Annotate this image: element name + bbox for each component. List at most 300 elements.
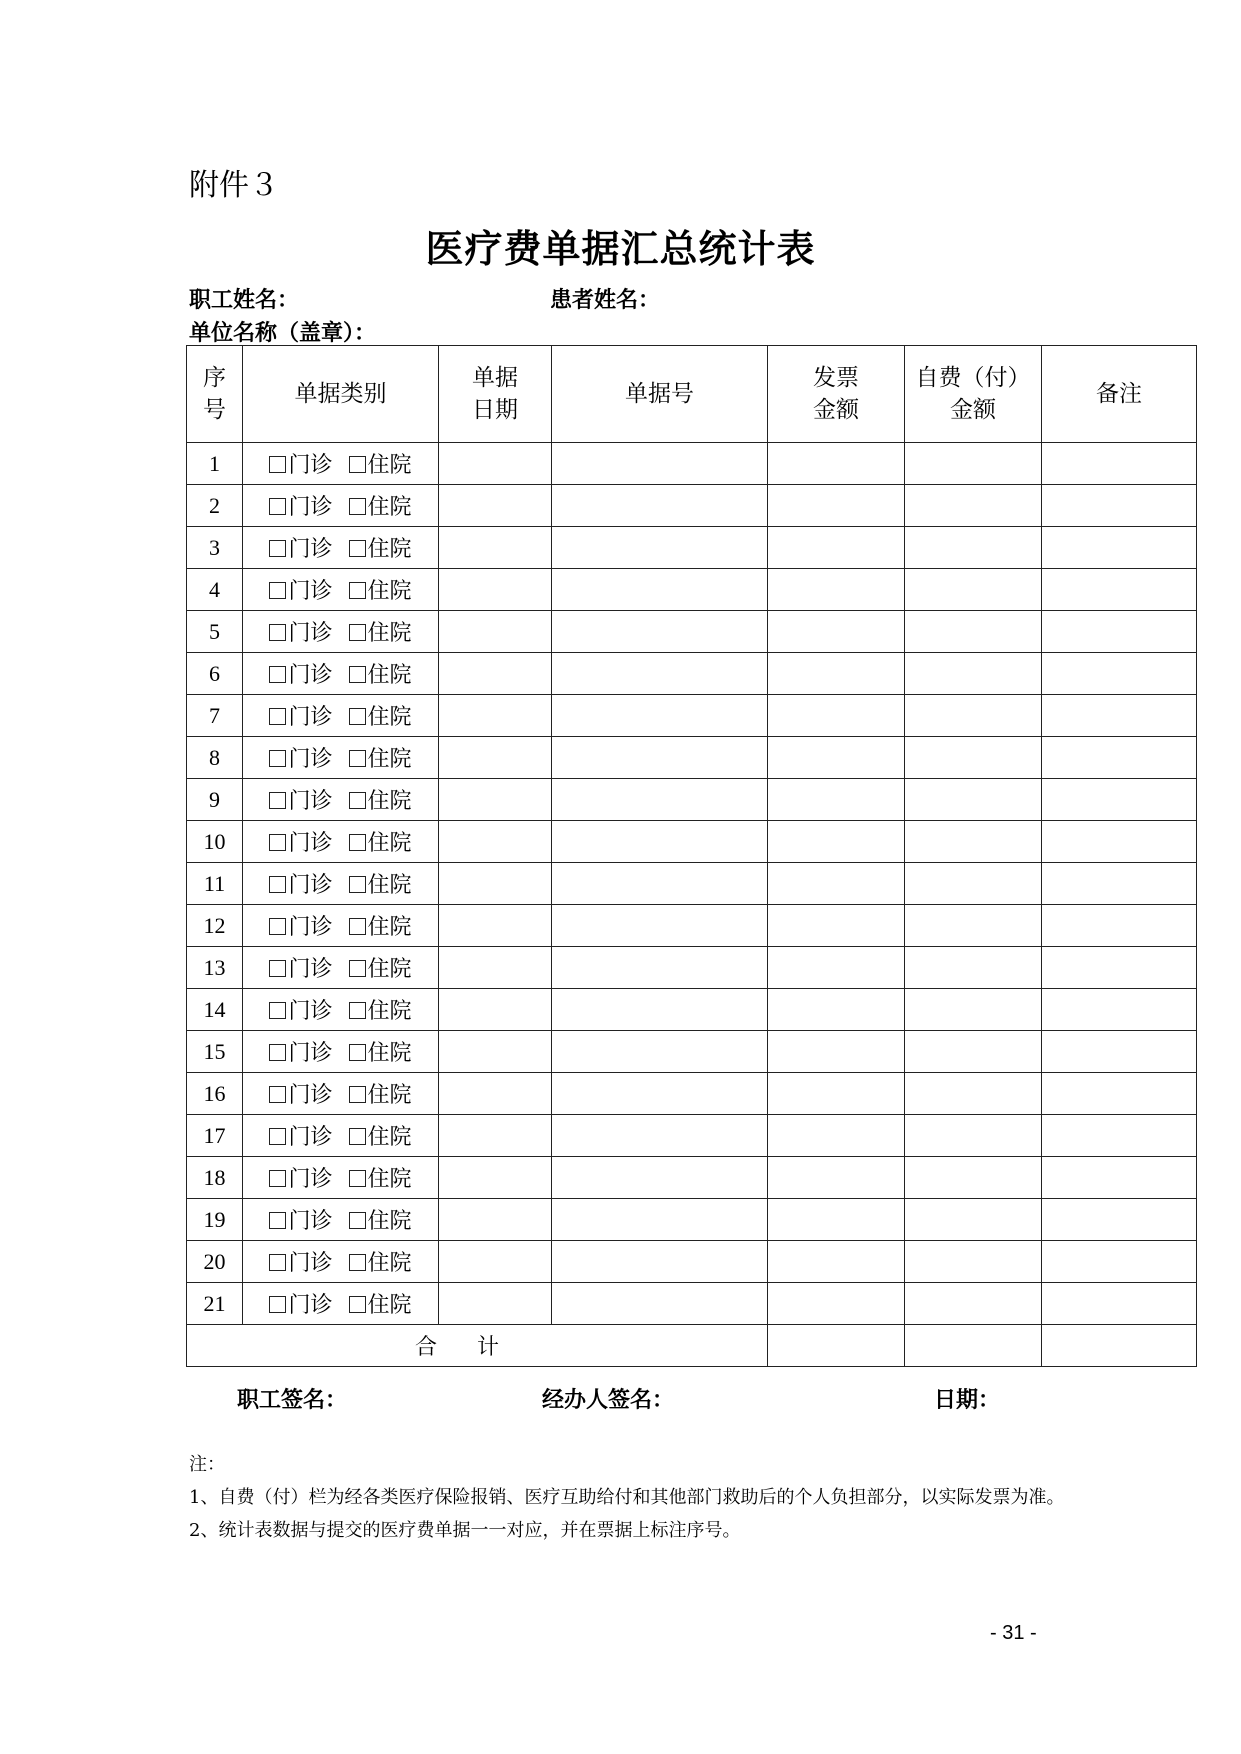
- bill-number-cell[interactable]: [552, 653, 768, 695]
- bill-type-cell: [243, 1241, 439, 1283]
- outpatient-checkbox[interactable]: [269, 876, 286, 893]
- self-pay-amount-cell[interactable]: [905, 1157, 1042, 1199]
- bill-type-cell: [243, 905, 439, 947]
- remark-cell[interactable]: [1042, 1157, 1197, 1199]
- inpatient-option[interactable]: [349, 952, 412, 983]
- outpatient-label: 门诊: [288, 1083, 333, 1108]
- total-label: 合计: [187, 1325, 768, 1367]
- inpatient-checkbox[interactable]: [349, 876, 366, 893]
- outpatient-option[interactable]: [269, 490, 332, 521]
- outpatient-option[interactable]: [269, 994, 332, 1025]
- bill-type-cell: [243, 1283, 439, 1325]
- inpatient-checkbox[interactable]: [349, 624, 366, 641]
- bill-number-cell[interactable]: [552, 863, 768, 905]
- invoice-amount-cell[interactable]: [768, 695, 905, 737]
- note-2: 2、统计表数据与提交的医疗费单据一一对应，并在票据上标注序号。: [189, 1520, 741, 1541]
- remark-cell[interactable]: [1042, 1199, 1197, 1241]
- bill-date-cell[interactable]: [439, 485, 552, 527]
- bill-number-cell[interactable]: [552, 737, 768, 779]
- self-pay-amount-cell[interactable]: [905, 863, 1042, 905]
- table-row: [187, 695, 1197, 737]
- total-self-pay-cell[interactable]: [905, 1325, 1042, 1367]
- remark-cell[interactable]: [1042, 947, 1197, 989]
- table-row: [187, 611, 1197, 653]
- self-pay-amount-cell[interactable]: [905, 1283, 1042, 1325]
- inpatient-label: 住院: [367, 999, 412, 1024]
- outpatient-label: 门诊: [288, 579, 333, 604]
- inpatient-option[interactable]: [349, 1288, 412, 1319]
- attachment-label: 附件３: [189, 168, 279, 203]
- inpatient-option[interactable]: [349, 1078, 412, 1109]
- table-row: [187, 1241, 1197, 1283]
- bill-type-cell: [243, 485, 439, 527]
- outpatient-option[interactable]: [269, 1246, 332, 1277]
- self-pay-amount-cell[interactable]: [905, 1031, 1042, 1073]
- inpatient-checkbox[interactable]: [349, 1002, 366, 1019]
- bill-date-cell[interactable]: [439, 737, 552, 779]
- table-row: [187, 1115, 1197, 1157]
- self-pay-amount-cell[interactable]: [905, 695, 1042, 737]
- invoice-amount-cell[interactable]: [768, 989, 905, 1031]
- table-row: [187, 737, 1197, 779]
- invoice-amount-cell[interactable]: [768, 737, 905, 779]
- bill-number-cell[interactable]: [552, 989, 768, 1031]
- self-pay-amount-cell[interactable]: [905, 947, 1042, 989]
- self-pay-amount-cell[interactable]: [905, 779, 1042, 821]
- row-number: 8: [187, 737, 243, 779]
- bill-number-cell[interactable]: [552, 1031, 768, 1073]
- self-pay-amount-cell[interactable]: [905, 443, 1042, 485]
- row-number: 20: [187, 1241, 243, 1283]
- inpatient-option[interactable]: [349, 868, 412, 899]
- bill-number-cell[interactable]: [552, 1283, 768, 1325]
- self-pay-amount-cell[interactable]: [905, 1199, 1042, 1241]
- bill-number-cell[interactable]: [552, 821, 768, 863]
- inpatient-checkbox[interactable]: [349, 708, 366, 725]
- outpatient-checkbox[interactable]: [269, 1254, 286, 1271]
- outpatient-label: 门诊: [288, 453, 333, 478]
- header-number: 单据号: [552, 346, 768, 443]
- self-pay-amount-cell[interactable]: [905, 1115, 1042, 1157]
- outpatient-label: 门诊: [288, 789, 333, 814]
- header-date: 单据 日期: [439, 346, 552, 443]
- outpatient-option[interactable]: [269, 784, 332, 815]
- self-pay-amount-cell[interactable]: [905, 905, 1042, 947]
- invoice-amount-cell[interactable]: [768, 611, 905, 653]
- row-number: 13: [187, 947, 243, 989]
- inpatient-label: 住院: [367, 453, 412, 478]
- bill-date-cell[interactable]: [439, 1115, 552, 1157]
- inpatient-label: 住院: [367, 1041, 412, 1066]
- inpatient-option[interactable]: [349, 826, 412, 857]
- remark-cell[interactable]: [1042, 653, 1197, 695]
- self-pay-amount-cell[interactable]: [905, 1241, 1042, 1283]
- self-pay-amount-cell[interactable]: [905, 527, 1042, 569]
- bill-type-cell: [243, 443, 439, 485]
- bill-date-cell[interactable]: [439, 527, 552, 569]
- invoice-amount-cell[interactable]: [768, 863, 905, 905]
- row-number: 16: [187, 1073, 243, 1115]
- page-title: 医疗费单据汇总统计表: [425, 226, 816, 271]
- row-number: 19: [187, 1199, 243, 1241]
- self-pay-amount-cell[interactable]: [905, 611, 1042, 653]
- outpatient-option[interactable]: [269, 826, 332, 857]
- invoice-amount-cell[interactable]: [768, 821, 905, 863]
- date-label: 日期：: [934, 1388, 1001, 1413]
- row-number: 12: [187, 905, 243, 947]
- bill-type-cell: [243, 1199, 439, 1241]
- outpatient-label: 门诊: [288, 495, 333, 520]
- outpatient-option[interactable]: [269, 1288, 332, 1319]
- outpatient-checkbox[interactable]: [269, 1044, 286, 1061]
- remark-cell[interactable]: [1042, 863, 1197, 905]
- inpatient-option[interactable]: [349, 1246, 412, 1277]
- remark-cell[interactable]: [1042, 779, 1197, 821]
- outpatient-checkbox[interactable]: [269, 1086, 286, 1103]
- inpatient-checkbox[interactable]: [349, 1128, 366, 1145]
- outpatient-option[interactable]: [269, 1078, 332, 1109]
- bill-type-cell: [243, 779, 439, 821]
- bill-number-cell[interactable]: [552, 527, 768, 569]
- inpatient-option[interactable]: [349, 658, 412, 689]
- outpatient-checkbox[interactable]: [269, 708, 286, 725]
- self-pay-amount-cell[interactable]: [905, 569, 1042, 611]
- employee-signature-label: 职工签名：: [237, 1388, 348, 1413]
- invoice-amount-cell[interactable]: [768, 1241, 905, 1283]
- outpatient-option[interactable]: [269, 700, 332, 731]
- bill-type-cell: [243, 947, 439, 989]
- outpatient-checkbox[interactable]: [269, 456, 286, 473]
- header-invoice-amount: 发票 金额: [768, 346, 905, 443]
- outpatient-checkbox[interactable]: [269, 918, 286, 935]
- row-number: 17: [187, 1115, 243, 1157]
- inpatient-option[interactable]: [349, 1204, 412, 1235]
- invoice-amount-cell[interactable]: [768, 947, 905, 989]
- bill-date-cell[interactable]: [439, 653, 552, 695]
- row-number: 1: [187, 443, 243, 485]
- bill-number-cell[interactable]: [552, 947, 768, 989]
- outpatient-option[interactable]: [269, 448, 332, 479]
- outpatient-checkbox[interactable]: [269, 1296, 286, 1313]
- total-invoice-amount-cell[interactable]: [768, 1325, 905, 1367]
- invoice-amount-cell[interactable]: [768, 1031, 905, 1073]
- header-seq: 序 号: [187, 346, 243, 443]
- remark-cell[interactable]: [1042, 695, 1197, 737]
- bill-number-cell[interactable]: [552, 1115, 768, 1157]
- outpatient-label: 门诊: [288, 915, 333, 940]
- outpatient-option[interactable]: [269, 1036, 332, 1067]
- invoice-amount-cell[interactable]: [768, 443, 905, 485]
- bill-number-cell[interactable]: [552, 695, 768, 737]
- bill-number-cell[interactable]: [552, 569, 768, 611]
- remark-cell[interactable]: [1042, 1115, 1197, 1157]
- bill-date-cell[interactable]: [439, 611, 552, 653]
- row-number: 11: [187, 863, 243, 905]
- outpatient-checkbox[interactable]: [269, 1128, 286, 1145]
- bill-number-cell[interactable]: [552, 485, 768, 527]
- bill-date-cell[interactable]: [439, 779, 552, 821]
- self-pay-amount-cell[interactable]: [905, 989, 1042, 1031]
- bill-number-cell[interactable]: [552, 779, 768, 821]
- invoice-amount-cell[interactable]: [768, 485, 905, 527]
- inpatient-checkbox[interactable]: [349, 1086, 366, 1103]
- bill-date-cell[interactable]: [439, 1157, 552, 1199]
- inpatient-label: 住院: [367, 1251, 412, 1276]
- table-row: [187, 653, 1197, 695]
- outpatient-option[interactable]: [269, 868, 332, 899]
- header-self-pay: 自费（付） 金额: [905, 346, 1042, 443]
- row-number: 3: [187, 527, 243, 569]
- table-row: [187, 1031, 1197, 1073]
- invoice-amount-cell[interactable]: [768, 779, 905, 821]
- inpatient-checkbox[interactable]: [349, 1044, 366, 1061]
- table-row: [187, 821, 1197, 863]
- notes: [189, 1448, 1069, 1547]
- table-row: [187, 779, 1197, 821]
- invoice-amount-cell[interactable]: [768, 1115, 905, 1157]
- inpatient-checkbox[interactable]: [349, 960, 366, 977]
- bill-date-cell[interactable]: [439, 947, 552, 989]
- inpatient-label: 住院: [367, 1167, 412, 1192]
- inpatient-option[interactable]: [349, 616, 412, 647]
- inpatient-label: 住院: [367, 495, 412, 520]
- inpatient-label: 住院: [367, 1083, 412, 1108]
- inpatient-label: 住院: [367, 663, 412, 688]
- outpatient-option[interactable]: [269, 1204, 332, 1235]
- table-row: [187, 863, 1197, 905]
- table-row: [187, 485, 1197, 527]
- outpatient-label: 门诊: [288, 1251, 333, 1276]
- inpatient-checkbox[interactable]: [349, 1254, 366, 1271]
- outpatient-option[interactable]: [269, 1120, 332, 1151]
- bill-date-cell[interactable]: [439, 1031, 552, 1073]
- remark-cell[interactable]: [1042, 485, 1197, 527]
- bill-date-cell[interactable]: [439, 905, 552, 947]
- inpatient-label: 住院: [367, 957, 412, 982]
- inpatient-checkbox[interactable]: [349, 666, 366, 683]
- bill-date-cell[interactable]: [439, 989, 552, 1031]
- outpatient-option[interactable]: [269, 532, 332, 563]
- page-number: - 31 -: [990, 1622, 1037, 1644]
- remark-cell[interactable]: [1042, 1073, 1197, 1115]
- outpatient-label: 门诊: [288, 1209, 333, 1234]
- inpatient-checkbox[interactable]: [349, 834, 366, 851]
- row-number: 21: [187, 1283, 243, 1325]
- table-row: [187, 989, 1197, 1031]
- outpatient-checkbox[interactable]: [269, 666, 286, 683]
- remark-cell[interactable]: [1042, 989, 1197, 1031]
- outpatient-label: 门诊: [288, 1041, 333, 1066]
- bill-type-cell: [243, 1157, 439, 1199]
- outpatient-checkbox[interactable]: [269, 624, 286, 641]
- bill-type-cell: [243, 653, 439, 695]
- row-number: 15: [187, 1031, 243, 1073]
- bill-date-cell[interactable]: [439, 1073, 552, 1115]
- row-number: 7: [187, 695, 243, 737]
- outpatient-label: 门诊: [288, 537, 333, 562]
- patient-name-label: 患者姓名：: [550, 288, 661, 313]
- bill-number-cell[interactable]: [552, 1241, 768, 1283]
- remark-cell[interactable]: [1042, 737, 1197, 779]
- inpatient-label: 住院: [367, 915, 412, 940]
- remark-cell[interactable]: [1042, 905, 1197, 947]
- outpatient-option[interactable]: [269, 910, 332, 941]
- header-remark: 备注: [1042, 346, 1197, 443]
- bill-number-cell[interactable]: [552, 905, 768, 947]
- inpatient-label: 住院: [367, 579, 412, 604]
- outpatient-label: 门诊: [288, 873, 333, 898]
- inpatient-label: 住院: [367, 1125, 412, 1150]
- bill-number-cell[interactable]: [552, 1157, 768, 1199]
- row-number: 18: [187, 1157, 243, 1199]
- inpatient-label: 住院: [367, 1293, 412, 1318]
- bill-date-cell[interactable]: [439, 695, 552, 737]
- bill-type-cell: [243, 1073, 439, 1115]
- invoice-amount-cell[interactable]: [768, 1073, 905, 1115]
- inpatient-checkbox[interactable]: [349, 1170, 366, 1187]
- inpatient-checkbox[interactable]: [349, 540, 366, 557]
- inpatient-label: 住院: [367, 789, 412, 814]
- row-number: 10: [187, 821, 243, 863]
- inpatient-option[interactable]: [349, 1120, 412, 1151]
- inpatient-label: 住院: [367, 705, 412, 730]
- bill-type-cell: [243, 695, 439, 737]
- bill-number-cell[interactable]: [552, 611, 768, 653]
- outpatient-option[interactable]: [269, 952, 332, 983]
- inpatient-option[interactable]: [349, 700, 412, 731]
- remark-cell[interactable]: [1042, 821, 1197, 863]
- outpatient-checkbox[interactable]: [269, 1170, 286, 1187]
- bill-date-cell[interactable]: [439, 443, 552, 485]
- outpatient-checkbox[interactable]: [269, 834, 286, 851]
- bill-date-cell[interactable]: [439, 1241, 552, 1283]
- inpatient-checkbox[interactable]: [349, 918, 366, 935]
- outpatient-label: 门诊: [288, 1293, 333, 1318]
- inpatient-option[interactable]: [349, 574, 412, 605]
- unit-name-label: 单位名称（盖章）：: [189, 321, 377, 346]
- invoice-amount-cell[interactable]: [768, 1157, 905, 1199]
- outpatient-option[interactable]: [269, 574, 332, 605]
- row-number: 14: [187, 989, 243, 1031]
- inpatient-checkbox[interactable]: [349, 1212, 366, 1229]
- outpatient-checkbox[interactable]: [269, 1002, 286, 1019]
- bill-type-cell: [243, 611, 439, 653]
- bill-type-cell: [243, 989, 439, 1031]
- inpatient-option[interactable]: [349, 448, 412, 479]
- remark-cell[interactable]: [1042, 611, 1197, 653]
- row-number: 4: [187, 569, 243, 611]
- outpatient-label: 门诊: [288, 747, 333, 772]
- remark-cell[interactable]: [1042, 443, 1197, 485]
- inpatient-checkbox[interactable]: [349, 582, 366, 599]
- inpatient-option[interactable]: [349, 994, 412, 1025]
- remark-cell[interactable]: [1042, 569, 1197, 611]
- table-row: [187, 1283, 1197, 1325]
- inpatient-option[interactable]: [349, 910, 412, 941]
- outpatient-label: 门诊: [288, 663, 333, 688]
- bill-date-cell[interactable]: [439, 863, 552, 905]
- inpatient-checkbox[interactable]: [349, 750, 366, 767]
- bill-type-cell: [243, 527, 439, 569]
- bill-number-cell[interactable]: [552, 443, 768, 485]
- inpatient-label: 住院: [367, 537, 412, 562]
- outpatient-checkbox[interactable]: [269, 750, 286, 767]
- employee-name-label: 职工姓名：: [189, 288, 300, 313]
- bill-number-cell[interactable]: [552, 1073, 768, 1115]
- outpatient-checkbox[interactable]: [269, 1212, 286, 1229]
- bill-date-cell[interactable]: [439, 569, 552, 611]
- invoice-amount-cell[interactable]: [768, 527, 905, 569]
- remark-cell[interactable]: [1042, 527, 1197, 569]
- outpatient-option[interactable]: [269, 742, 332, 773]
- outpatient-label: 门诊: [288, 1167, 333, 1192]
- header-type: 单据类别: [243, 346, 439, 443]
- inpatient-checkbox[interactable]: [349, 792, 366, 809]
- invoice-amount-cell[interactable]: [768, 653, 905, 695]
- bill-type-cell: [243, 1031, 439, 1073]
- self-pay-amount-cell[interactable]: [905, 1073, 1042, 1115]
- outpatient-option[interactable]: [269, 616, 332, 647]
- invoice-amount-cell[interactable]: [768, 569, 905, 611]
- outpatient-checkbox[interactable]: [269, 582, 286, 599]
- invoice-amount-cell[interactable]: [768, 1283, 905, 1325]
- row-number: 6: [187, 653, 243, 695]
- inpatient-option[interactable]: [349, 742, 412, 773]
- remark-cell[interactable]: [1042, 1283, 1197, 1325]
- self-pay-amount-cell[interactable]: [905, 737, 1042, 779]
- remark-cell[interactable]: [1042, 1241, 1197, 1283]
- invoice-amount-cell[interactable]: [768, 1199, 905, 1241]
- inpatient-option[interactable]: [349, 1162, 412, 1193]
- inpatient-checkbox[interactable]: [349, 456, 366, 473]
- self-pay-amount-cell[interactable]: [905, 653, 1042, 695]
- table-row: [187, 1157, 1197, 1199]
- inpatient-checkbox[interactable]: [349, 498, 366, 515]
- total-remark-cell[interactable]: [1042, 1325, 1197, 1367]
- row-number: 9: [187, 779, 243, 821]
- table-row: [187, 1199, 1197, 1241]
- total-row: [187, 1325, 1197, 1367]
- inpatient-checkbox[interactable]: [349, 1296, 366, 1313]
- outpatient-checkbox[interactable]: [269, 498, 286, 515]
- outpatient-checkbox[interactable]: [269, 540, 286, 557]
- invoice-amount-cell[interactable]: [768, 905, 905, 947]
- handler-signature-label: 经办人签名：: [542, 1388, 675, 1413]
- inpatient-label: 住院: [367, 747, 412, 772]
- self-pay-amount-cell[interactable]: [905, 485, 1042, 527]
- row-number: 2: [187, 485, 243, 527]
- row-number: 5: [187, 611, 243, 653]
- self-pay-amount-cell[interactable]: [905, 821, 1042, 863]
- inpatient-option[interactable]: [349, 490, 412, 521]
- bill-date-cell[interactable]: [439, 821, 552, 863]
- bill-date-cell[interactable]: [439, 1199, 552, 1241]
- inpatient-option[interactable]: [349, 1036, 412, 1067]
- outpatient-option[interactable]: [269, 1162, 332, 1193]
- bill-type-cell: [243, 1115, 439, 1157]
- bill-type-cell: [243, 821, 439, 863]
- outpatient-checkbox[interactable]: [269, 792, 286, 809]
- bill-date-cell[interactable]: [439, 1283, 552, 1325]
- table-row: [187, 527, 1197, 569]
- inpatient-option[interactable]: [349, 784, 412, 815]
- outpatient-label: 门诊: [288, 621, 333, 646]
- outpatient-option[interactable]: [269, 658, 332, 689]
- inpatient-option[interactable]: [349, 532, 412, 563]
- outpatient-checkbox[interactable]: [269, 960, 286, 977]
- remark-cell[interactable]: [1042, 1031, 1197, 1073]
- bill-number-cell[interactable]: [552, 1199, 768, 1241]
